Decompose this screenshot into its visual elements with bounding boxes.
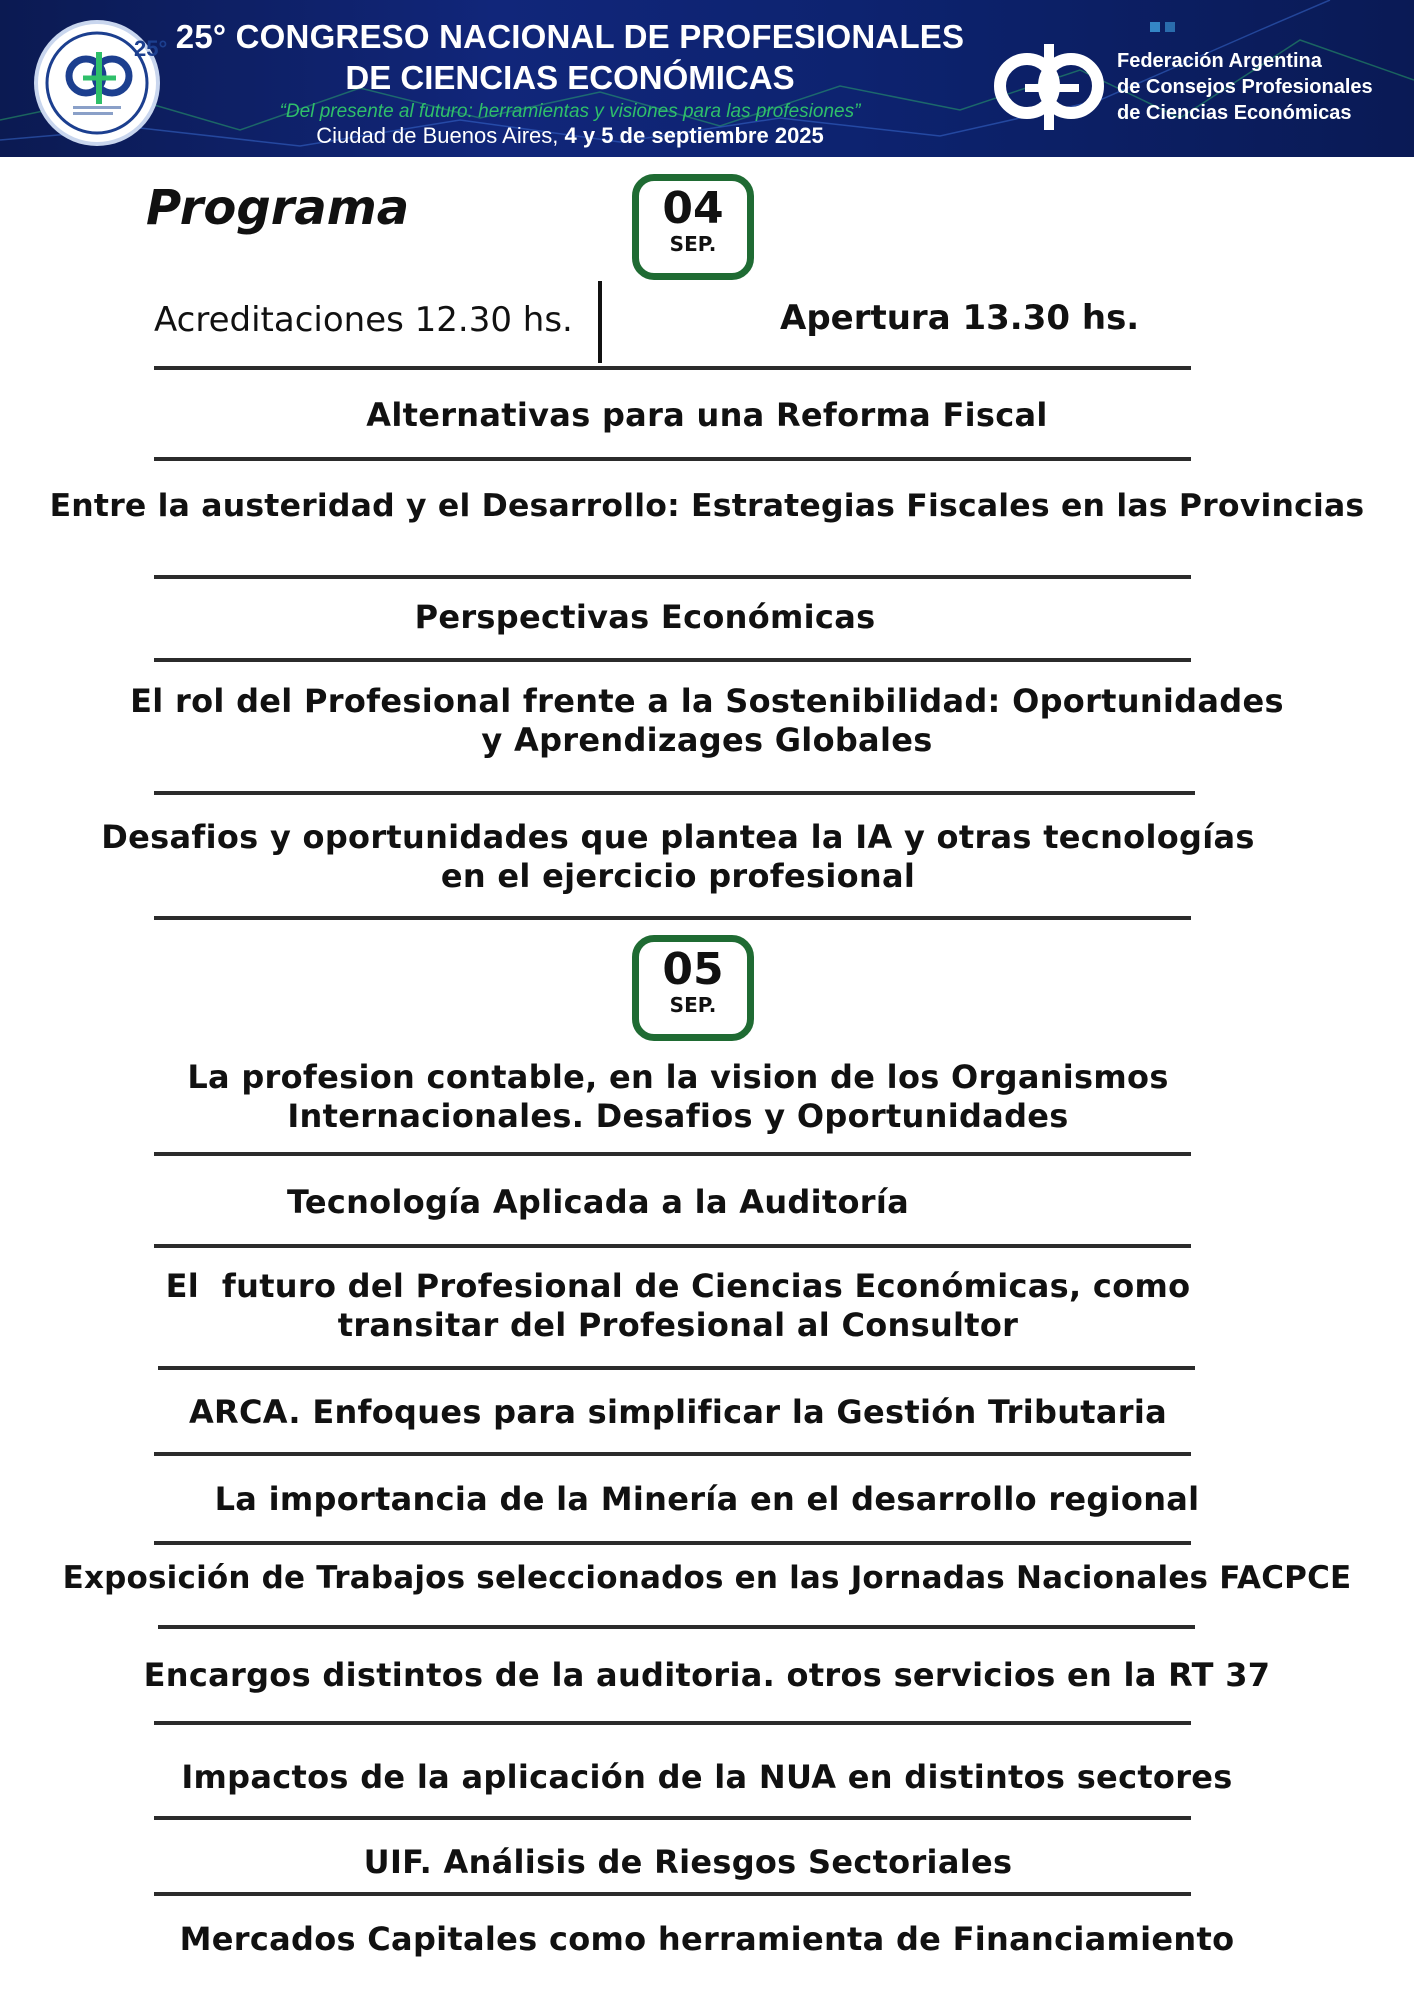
session-item	[0, 598, 1290, 637]
session-item	[0, 1559, 1414, 1598]
divider	[154, 658, 1191, 662]
date-month: SEP.	[669, 993, 717, 1017]
divider	[154, 1816, 1191, 1820]
session-title: Alternativas para una Reforma Fiscal	[366, 396, 1048, 434]
congress-slogan: “Del presente al futuro: herramientas y visiones para las profesiones”	[279, 101, 861, 122]
federation-line: de Ciencias Económicas	[1117, 102, 1352, 124]
divider	[154, 575, 1191, 579]
session-item	[0, 1393, 1356, 1432]
congress-25-badge	[38, 24, 168, 142]
session-title: Perspectivas Económicas	[414, 598, 876, 636]
divider	[158, 1366, 1195, 1370]
place-dates: 4 y 5 de septiembre 2025	[564, 123, 824, 148]
vertical-divider	[598, 281, 602, 363]
divider	[154, 1244, 1191, 1248]
session-item	[0, 396, 1414, 435]
divider	[154, 1541, 1191, 1545]
session-title-line: en el ejercicio profesional	[440, 857, 916, 895]
session-title: ARCA. Enfoques para simplificar la Gestión Tributaria	[188, 1393, 1168, 1431]
divider	[154, 1152, 1191, 1156]
session-title: UIF. Análisis de Riesgos Sectoriales	[363, 1843, 1013, 1881]
session-title: Entre la austeridad y el Desarrollo: Estrategias Fiscales en las Provincias	[49, 488, 1365, 524]
date-day: 04	[662, 183, 724, 234]
session-title-line: El rol del Profesional frente a la Sostenibilidad: Oportunidades	[130, 682, 1284, 720]
date-badge-day2	[632, 935, 754, 1041]
session-item	[0, 1920, 1414, 1959]
date-month: SEP.	[669, 232, 717, 256]
session-item	[0, 1843, 1376, 1882]
session-item	[0, 487, 1414, 526]
session-item	[0, 1267, 1356, 1345]
session-title-line: Desafios y oportunidades que plantea la IA y otras tecnologías	[101, 818, 1255, 856]
divider	[154, 366, 1191, 370]
program-heading: Programa	[146, 180, 410, 236]
divider	[154, 1721, 1191, 1725]
congress-place-dates	[150, 123, 990, 149]
session-title: Exposición de Trabajos seleccionados en las Jornadas Nacionales FACPCE	[62, 1560, 1352, 1596]
session-title: Encargos distintos de la auditoria. otros servicios en la RT 37	[143, 1656, 1271, 1694]
federation-line: Federación Argentina	[1117, 50, 1322, 72]
date-day: 05	[662, 944, 724, 995]
session-item	[0, 1183, 1196, 1222]
opening-time: Apertura 13.30 hs.	[780, 298, 1140, 338]
session-title: Tecnología Aplicada a la Auditoría	[286, 1183, 910, 1221]
header-banner	[0, 0, 1414, 157]
accreditation-time: Acreditaciones 12.30 hs.	[154, 300, 573, 340]
session-item	[0, 1758, 1414, 1797]
divider	[154, 791, 1195, 795]
session-title-line: El futuro del Profesional de Ciencias Económicas, como	[165, 1267, 1191, 1305]
badge-number: 25°	[134, 36, 168, 61]
congress-title-line2: DE CIENCIAS ECONÓMICAS	[345, 59, 795, 96]
session-item	[0, 818, 1356, 896]
session-title: Mercados Capitales como herramienta de Financiamiento	[179, 1920, 1235, 1958]
session-title: La importancia de la Minería en el desarrollo regional	[214, 1480, 1200, 1518]
divider	[154, 1892, 1191, 1896]
federation-line: de Consejos Profesionales	[1117, 76, 1373, 98]
session-title-line: transitar del Profesional al Consultor	[337, 1306, 1019, 1344]
session-title-line: Internacionales. Desafios y Oportunidades	[287, 1097, 1069, 1135]
facpce-logo	[993, 38, 1107, 134]
session-title: Impactos de la aplicación de la NUA en distintos sectores	[181, 1758, 1233, 1796]
session-item	[0, 1058, 1356, 1136]
divider	[154, 916, 1191, 920]
date-badge-day1	[632, 174, 754, 280]
session-title-line: La profesion contable, en la vision de los Organismos	[187, 1058, 1169, 1096]
divider	[158, 1625, 1195, 1629]
session-item	[0, 1480, 1414, 1519]
session-title-line: y Aprendizages Globales	[481, 721, 933, 759]
divider	[154, 457, 1191, 461]
divider	[154, 1452, 1191, 1456]
place-prefix: Ciudad de Buenos Aires,	[316, 123, 559, 148]
session-item	[0, 1656, 1414, 1695]
session-item	[0, 682, 1414, 760]
federation-name	[1117, 48, 1373, 126]
congress-title-line1: 25° CONGRESO NACIONAL DE PROFESIONALES	[175, 18, 965, 55]
